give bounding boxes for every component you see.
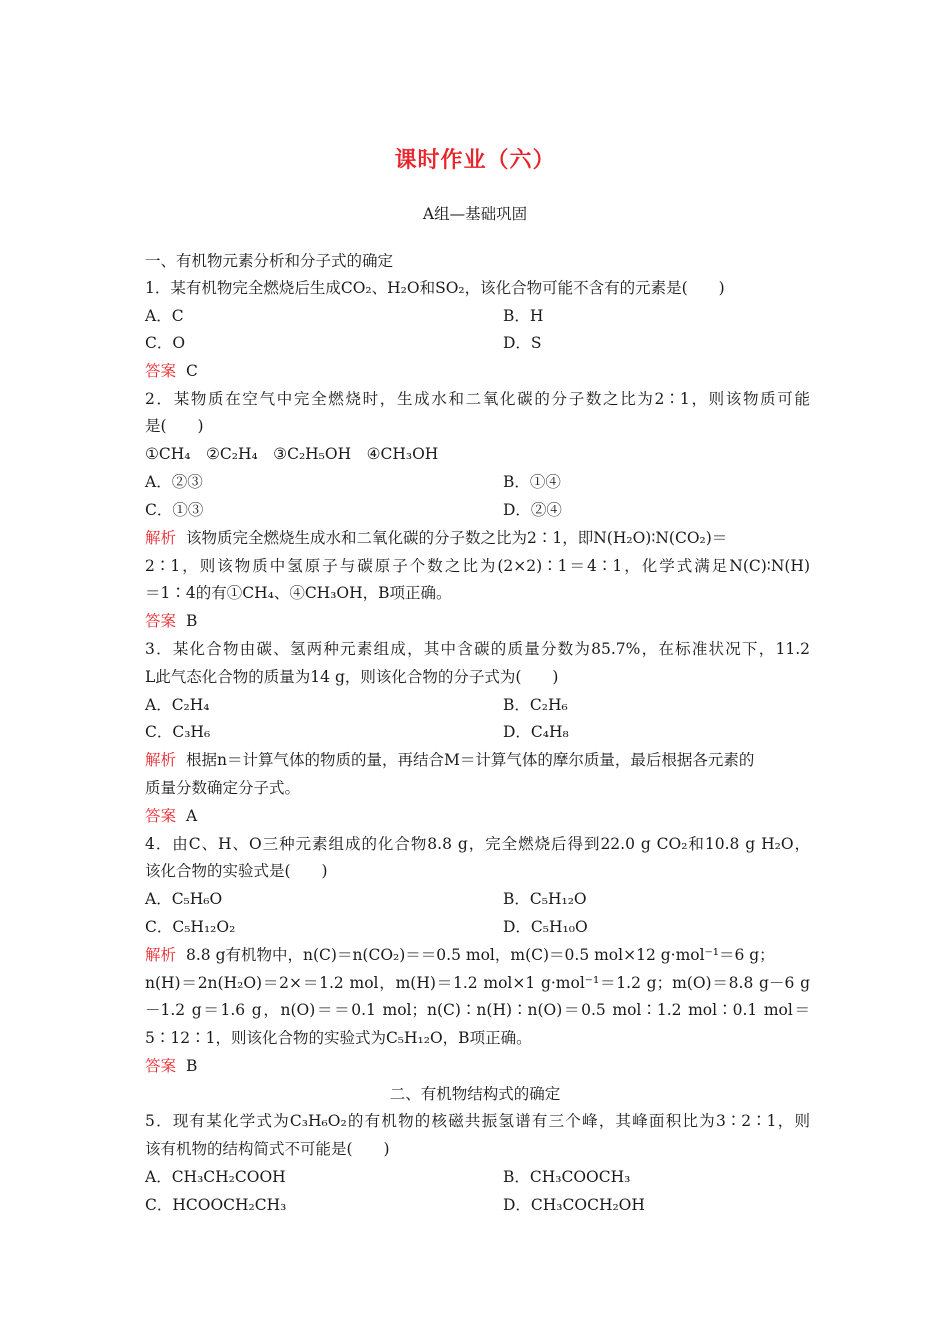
q4-analysis-line-1: 解析 8.8 g有机物中，n(C)＝n(CO₂)＝＝0.5 mol，m(C)＝0.5 mol×12 g·mol⁻¹＝6 g； (145, 946, 775, 964)
question-5-stem-line-1: 5．现有某化学式为C₃H₆O₂的有机物的核磁共振氢谱有三个峰，其峰面积比为3∶2∶1，则 (145, 1112, 810, 1130)
analysis-label: 解析 (145, 751, 177, 769)
q4-option-b: B．C₅H₁₂O (503, 890, 587, 908)
q4-answer: 答案 B (145, 1057, 198, 1075)
q4-option-c: C．C₅H₁₂O₂ (145, 918, 236, 936)
q2-answer: 答案 B (145, 612, 198, 630)
q2-option-d: D．②④ (503, 501, 562, 519)
q1-option-d: D．S (503, 334, 542, 352)
section-heading-2: 二、有机物结构式的确定 (389, 1085, 561, 1103)
q1-option-c: C．O (145, 334, 186, 352)
question-4-stem-line-2: 该化合物的实验式是( ) (145, 862, 328, 880)
answer-label: 答案 (145, 612, 177, 630)
q3-analysis-line-2: 质量分数确定分子式。 (145, 779, 301, 797)
question-4-stem-line-1: 4．由C、H、O三种元素组成的化合物8.8 g，完全燃烧后得到22.0 g CO₂和10.8 g H₂O， (145, 835, 810, 853)
q2-choice-list: ①CH₄ ②C₂H₄ ③C₂H₅OH ④CH₃OH (145, 445, 439, 463)
group-heading: A组—基础巩固 (422, 205, 528, 223)
q3-option-c: C．C₃H₆ (145, 723, 211, 741)
q3-option-a: A．C₂H₄ (145, 696, 210, 714)
question-5-stem-line-2: 该有机物的结构简式不可能是( ) (145, 1140, 390, 1158)
q4-option-a: A．C₅H₆O (145, 890, 223, 908)
answer-label: 答案 (145, 1057, 177, 1075)
q4-analysis-line-3: －1.2 g＝1.6 g，n(O)＝＝0.1 mol；n(C)∶n(H)∶n(O)＝0.5 mol∶1.2 mol∶0.1 mol＝ (145, 1001, 810, 1019)
q1-answer: 答案 C (145, 362, 198, 380)
question-1-stem: 1．某有机物完全燃烧后生成CO₂、H₂O和SO₂，该化合物可能不含有的元素是( ) (145, 279, 725, 297)
q5-option-d: D．CH₃COCH₂OH (503, 1196, 645, 1214)
question-2-stem-line-2: 是( ) (145, 417, 204, 435)
q3-option-d: D．C₄H₈ (503, 723, 569, 741)
q1-option-b: B．H (503, 307, 544, 325)
q4-analysis-line-4: 5∶12∶1，则该化合物的实验式为C₅H₁₂O，B项正确。 (145, 1029, 532, 1047)
q4-analysis-line-2: n(H)＝2n(H₂O)＝2×＝1.2 mol，m(H)＝1.2 mol×1 g·mol⁻¹＝1.2 g；m(O)＝8.8 g－6 g (145, 974, 810, 992)
section-heading-1: 一、有机物元素分析和分子式的确定 (145, 252, 394, 270)
answer-label: 答案 (145, 362, 177, 380)
question-3-stem-line-1: 3．某化合物由碳、氢两种元素组成，其中含碳的质量分数为85.7%，在标准状况下，11.2 (145, 640, 810, 658)
q2-option-a: A．②③ (145, 473, 203, 491)
analysis-label: 解析 (145, 946, 177, 964)
q2-analysis-line-2: 2∶1，则该物质中氢原子与碳原子个数之比为(2×2)∶1＝4∶1，化学式满足N(C)∶N(H) (145, 557, 810, 575)
analysis-label: 解析 (145, 529, 177, 547)
q5-option-c: C．HCOOCH₂CH₃ (145, 1196, 287, 1214)
q5-option-b: B．CH₃COOCH₃ (503, 1168, 631, 1186)
answer-label: 答案 (145, 807, 177, 825)
q2-analysis-line-3: ＝1∶4的有①CH₄、④CH₃OH，B项正确。 (145, 584, 452, 602)
question-2-stem-line-1: 2．某物质在空气中完全燃烧时，生成水和二氧化碳的分子数之比为2∶1，则该物质可能 (145, 390, 810, 408)
q5-option-a: A．CH₃CH₂COOH (145, 1168, 286, 1186)
question-3-stem-line-2: L此气态化合物的质量为14 g，则该化合物的分子式为( ) (145, 668, 559, 686)
q3-option-b: B．C₂H₆ (503, 696, 568, 714)
q4-option-d: D．C₅H₁₀O (503, 918, 588, 936)
q1-option-a: A．C (145, 307, 184, 325)
q2-analysis-line-1: 解析 该物质完全燃烧生成水和二氧化碳的分子数之比为2∶1，即N(H₂O)∶N(CO₂)＝ (145, 529, 728, 547)
q2-option-b: B．①④ (503, 473, 561, 491)
page-title: 课时作业（六） (394, 147, 556, 173)
q2-option-c: C．①③ (145, 501, 204, 519)
q3-answer: 答案 A (145, 807, 198, 825)
q3-analysis-line-1: 解析 根据n＝计算气体的物质的量，再结合M＝计算气体的摩尔质量，最后根据各元素的 (145, 751, 755, 769)
